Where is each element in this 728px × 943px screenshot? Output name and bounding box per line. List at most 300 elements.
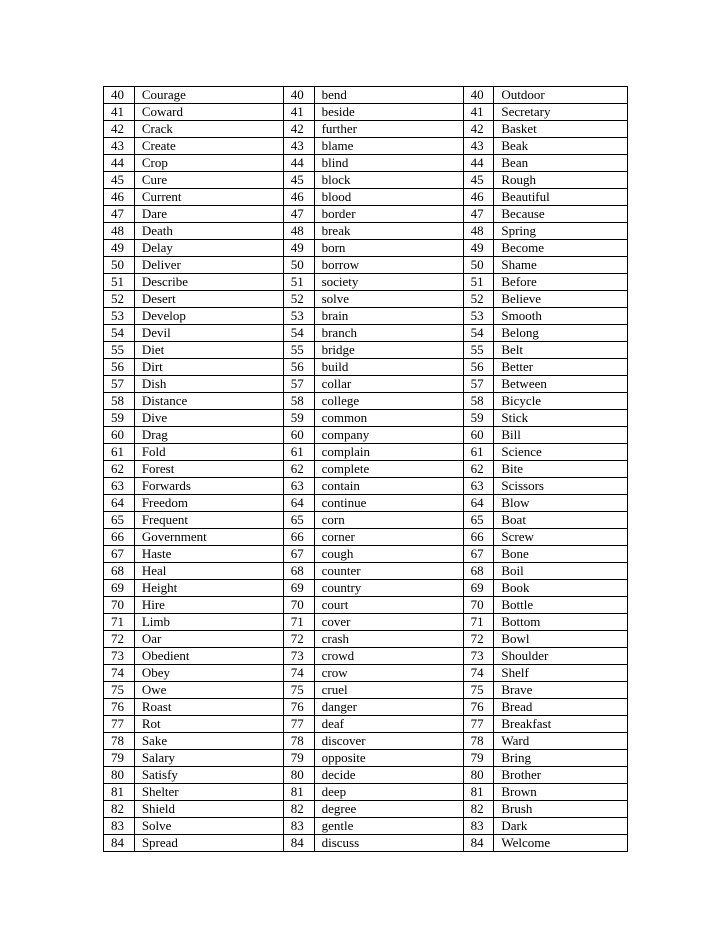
word-cell: college [314, 393, 463, 410]
word-cell: bridge [314, 342, 463, 359]
table-row [104, 138, 628, 155]
word-cell: Brave [494, 682, 628, 699]
word-cell: court [314, 597, 463, 614]
table-row [104, 291, 628, 308]
number-cell: 77 [283, 716, 314, 733]
word-cell: Bicycle [494, 393, 628, 410]
number-cell: 79 [463, 750, 494, 767]
number-cell: 52 [104, 291, 135, 308]
word-cell: branch [314, 325, 463, 342]
number-cell: 82 [283, 801, 314, 818]
number-cell: 55 [463, 342, 494, 359]
word-cell: Smooth [494, 308, 628, 325]
word-cell: Shield [134, 801, 283, 818]
word-cell: Screw [494, 529, 628, 546]
word-cell: Spring [494, 223, 628, 240]
word-cell: Satisfy [134, 767, 283, 784]
number-cell: 67 [283, 546, 314, 563]
word-cell: Rough [494, 172, 628, 189]
number-cell: 65 [463, 512, 494, 529]
word-cell: complete [314, 461, 463, 478]
word-cell: Welcome [494, 835, 628, 852]
table-row [104, 427, 628, 444]
word-cell: Desert [134, 291, 283, 308]
table-row [104, 478, 628, 495]
word-cell: deaf [314, 716, 463, 733]
number-cell: 68 [283, 563, 314, 580]
number-cell: 61 [283, 444, 314, 461]
word-cell: Better [494, 359, 628, 376]
word-cell: decide [314, 767, 463, 784]
number-cell: 41 [283, 104, 314, 121]
number-cell: 47 [463, 206, 494, 223]
word-cell: beside [314, 104, 463, 121]
number-cell: 47 [283, 206, 314, 223]
word-cell: Shelter [134, 784, 283, 801]
word-cell: Develop [134, 308, 283, 325]
word-cell: Oar [134, 631, 283, 648]
number-cell: 84 [283, 835, 314, 852]
word-cell: Government [134, 529, 283, 546]
number-cell: 70 [463, 597, 494, 614]
table-row [104, 631, 628, 648]
table-row [104, 682, 628, 699]
word-cell: border [314, 206, 463, 223]
number-cell: 63 [463, 478, 494, 495]
word-cell: Ward [494, 733, 628, 750]
number-cell: 79 [283, 750, 314, 767]
word-cell: Frequent [134, 512, 283, 529]
number-cell: 40 [283, 87, 314, 104]
table-row [104, 274, 628, 291]
word-cell: Fold [134, 444, 283, 461]
table-row [104, 206, 628, 223]
word-cell: Dirt [134, 359, 283, 376]
number-cell: 83 [104, 818, 135, 835]
word-cell: Bean [494, 155, 628, 172]
number-cell: 73 [463, 648, 494, 665]
table-row [104, 359, 628, 376]
word-cell: Beautiful [494, 189, 628, 206]
number-cell: 49 [463, 240, 494, 257]
number-cell: 64 [283, 495, 314, 512]
word-cell: Scissors [494, 478, 628, 495]
word-cell: discuss [314, 835, 463, 852]
number-cell: 51 [104, 274, 135, 291]
word-cell: Cure [134, 172, 283, 189]
word-cell: Diet [134, 342, 283, 359]
word-cell: block [314, 172, 463, 189]
word-cell: Outdoor [494, 87, 628, 104]
number-cell: 60 [104, 427, 135, 444]
number-cell: 55 [104, 342, 135, 359]
table-row [104, 665, 628, 682]
number-cell: 69 [104, 580, 135, 597]
table-row [104, 376, 628, 393]
number-cell: 57 [283, 376, 314, 393]
word-cell: Bread [494, 699, 628, 716]
word-cell: Before [494, 274, 628, 291]
word-cell: crow [314, 665, 463, 682]
number-cell: 58 [104, 393, 135, 410]
word-cell: cover [314, 614, 463, 631]
number-cell: 42 [104, 121, 135, 138]
word-cell: Rot [134, 716, 283, 733]
word-cell: Bill [494, 427, 628, 444]
number-cell: 51 [463, 274, 494, 291]
number-cell: 49 [283, 240, 314, 257]
word-cell: cough [314, 546, 463, 563]
word-cell: collar [314, 376, 463, 393]
number-cell: 53 [283, 308, 314, 325]
number-cell: 43 [104, 138, 135, 155]
table-row [104, 342, 628, 359]
word-cell: Courage [134, 87, 283, 104]
number-cell: 74 [283, 665, 314, 682]
word-cell: Bottle [494, 597, 628, 614]
word-cell: Create [134, 138, 283, 155]
table-row [104, 495, 628, 512]
word-cell: Forwards [134, 478, 283, 495]
word-cell: Crop [134, 155, 283, 172]
number-cell: 83 [283, 818, 314, 835]
word-cell: Stick [494, 410, 628, 427]
word-cell: Science [494, 444, 628, 461]
table-row [104, 308, 628, 325]
table-row [104, 801, 628, 818]
number-cell: 66 [283, 529, 314, 546]
word-cell: Current [134, 189, 283, 206]
number-cell: 66 [104, 529, 135, 546]
number-cell: 77 [463, 716, 494, 733]
table-row [104, 529, 628, 546]
word-cell: counter [314, 563, 463, 580]
number-cell: 45 [463, 172, 494, 189]
table-row [104, 767, 628, 784]
number-cell: 71 [283, 614, 314, 631]
number-cell: 74 [463, 665, 494, 682]
word-cell: corner [314, 529, 463, 546]
word-cell: company [314, 427, 463, 444]
word-cell: Shoulder [494, 648, 628, 665]
word-cell: Brown [494, 784, 628, 801]
number-cell: 74 [104, 665, 135, 682]
word-cell: Bring [494, 750, 628, 767]
table-row [104, 121, 628, 138]
number-cell: 55 [283, 342, 314, 359]
word-cell: Salary [134, 750, 283, 767]
table-row [104, 733, 628, 750]
word-list-table [103, 86, 628, 852]
table-row [104, 410, 628, 427]
number-cell: 50 [463, 257, 494, 274]
word-cell: crowd [314, 648, 463, 665]
word-cell: Blow [494, 495, 628, 512]
number-cell: 61 [104, 444, 135, 461]
word-cell: Dish [134, 376, 283, 393]
word-cell: Shame [494, 257, 628, 274]
table-row [104, 257, 628, 274]
word-cell: Become [494, 240, 628, 257]
number-cell: 61 [463, 444, 494, 461]
number-cell: 80 [283, 767, 314, 784]
number-cell: 71 [104, 614, 135, 631]
word-cell: Sake [134, 733, 283, 750]
number-cell: 46 [283, 189, 314, 206]
word-cell: Heal [134, 563, 283, 580]
number-cell: 75 [463, 682, 494, 699]
word-cell: Bone [494, 546, 628, 563]
number-cell: 67 [104, 546, 135, 563]
number-cell: 73 [104, 648, 135, 665]
number-cell: 78 [283, 733, 314, 750]
table-row [104, 597, 628, 614]
number-cell: 70 [283, 597, 314, 614]
number-cell: 68 [104, 563, 135, 580]
table-row [104, 648, 628, 665]
table-row [104, 580, 628, 597]
word-cell: Solve [134, 818, 283, 835]
table-row [104, 461, 628, 478]
word-cell: Dark [494, 818, 628, 835]
word-cell: Belt [494, 342, 628, 359]
word-cell: Deliver [134, 257, 283, 274]
table-row [104, 563, 628, 580]
word-cell: Devil [134, 325, 283, 342]
word-cell: Haste [134, 546, 283, 563]
word-cell: solve [314, 291, 463, 308]
number-cell: 54 [463, 325, 494, 342]
word-cell: complain [314, 444, 463, 461]
word-cell: Brother [494, 767, 628, 784]
word-cell: Height [134, 580, 283, 597]
number-cell: 62 [283, 461, 314, 478]
word-list-body [104, 87, 628, 852]
word-cell: Secretary [494, 104, 628, 121]
number-cell: 83 [463, 818, 494, 835]
word-cell: corn [314, 512, 463, 529]
word-cell: borrow [314, 257, 463, 274]
number-cell: 76 [283, 699, 314, 716]
word-cell: Describe [134, 274, 283, 291]
number-cell: 79 [104, 750, 135, 767]
word-cell: Dive [134, 410, 283, 427]
number-cell: 52 [283, 291, 314, 308]
number-cell: 44 [283, 155, 314, 172]
number-cell: 51 [283, 274, 314, 291]
word-cell: blame [314, 138, 463, 155]
table-row [104, 240, 628, 257]
word-cell: Breakfast [494, 716, 628, 733]
word-cell: Bite [494, 461, 628, 478]
word-cell: deep [314, 784, 463, 801]
table-row [104, 835, 628, 852]
table-row [104, 444, 628, 461]
word-cell: Freedom [134, 495, 283, 512]
word-cell: brain [314, 308, 463, 325]
word-cell: blood [314, 189, 463, 206]
number-cell: 73 [283, 648, 314, 665]
number-cell: 76 [463, 699, 494, 716]
word-cell: Boat [494, 512, 628, 529]
number-cell: 84 [463, 835, 494, 852]
number-cell: 58 [283, 393, 314, 410]
table-row [104, 716, 628, 733]
table-row [104, 223, 628, 240]
word-cell: society [314, 274, 463, 291]
number-cell: 59 [104, 410, 135, 427]
number-cell: 81 [104, 784, 135, 801]
number-cell: 78 [104, 733, 135, 750]
word-cell: Beak [494, 138, 628, 155]
number-cell: 49 [104, 240, 135, 257]
table-row [104, 546, 628, 563]
number-cell: 72 [104, 631, 135, 648]
word-cell: Brush [494, 801, 628, 818]
table-row [104, 155, 628, 172]
word-cell: Obey [134, 665, 283, 682]
table-row [104, 172, 628, 189]
number-cell: 54 [104, 325, 135, 342]
word-cell: Bowl [494, 631, 628, 648]
word-cell: Owe [134, 682, 283, 699]
word-cell: Because [494, 206, 628, 223]
word-cell: Dare [134, 206, 283, 223]
number-cell: 66 [463, 529, 494, 546]
number-cell: 65 [283, 512, 314, 529]
table-row [104, 512, 628, 529]
number-cell: 84 [104, 835, 135, 852]
number-cell: 45 [104, 172, 135, 189]
number-cell: 59 [463, 410, 494, 427]
table-row [104, 818, 628, 835]
word-cell: Shelf [494, 665, 628, 682]
number-cell: 41 [463, 104, 494, 121]
number-cell: 47 [104, 206, 135, 223]
word-cell: Bottom [494, 614, 628, 631]
table-row [104, 104, 628, 121]
number-cell: 43 [283, 138, 314, 155]
number-cell: 46 [463, 189, 494, 206]
number-cell: 40 [463, 87, 494, 104]
number-cell: 72 [463, 631, 494, 648]
word-cell: build [314, 359, 463, 376]
number-cell: 77 [104, 716, 135, 733]
number-cell: 60 [283, 427, 314, 444]
word-cell: Belong [494, 325, 628, 342]
number-cell: 68 [463, 563, 494, 580]
word-cell: Forest [134, 461, 283, 478]
number-cell: 56 [463, 359, 494, 376]
table-row [104, 87, 628, 104]
word-cell: Crack [134, 121, 283, 138]
number-cell: 62 [463, 461, 494, 478]
table-row [104, 614, 628, 631]
word-cell: opposite [314, 750, 463, 767]
word-cell: Coward [134, 104, 283, 121]
number-cell: 80 [463, 767, 494, 784]
word-cell: bend [314, 87, 463, 104]
number-cell: 62 [104, 461, 135, 478]
word-cell: Book [494, 580, 628, 597]
word-cell: crash [314, 631, 463, 648]
number-cell: 48 [283, 223, 314, 240]
word-cell: continue [314, 495, 463, 512]
number-cell: 42 [283, 121, 314, 138]
word-cell: Basket [494, 121, 628, 138]
number-cell: 44 [104, 155, 135, 172]
number-cell: 81 [463, 784, 494, 801]
number-cell: 82 [463, 801, 494, 818]
table-row [104, 784, 628, 801]
word-cell: break [314, 223, 463, 240]
number-cell: 75 [104, 682, 135, 699]
number-cell: 59 [283, 410, 314, 427]
number-cell: 41 [104, 104, 135, 121]
word-cell: Distance [134, 393, 283, 410]
number-cell: 40 [104, 87, 135, 104]
number-cell: 45 [283, 172, 314, 189]
word-cell: Believe [494, 291, 628, 308]
word-cell: Spread [134, 835, 283, 852]
number-cell: 54 [283, 325, 314, 342]
number-cell: 46 [104, 189, 135, 206]
word-cell: Hire [134, 597, 283, 614]
number-cell: 44 [463, 155, 494, 172]
number-cell: 65 [104, 512, 135, 529]
word-cell: Boil [494, 563, 628, 580]
number-cell: 67 [463, 546, 494, 563]
word-cell: born [314, 240, 463, 257]
number-cell: 78 [463, 733, 494, 750]
word-cell: contain [314, 478, 463, 495]
number-cell: 82 [104, 801, 135, 818]
word-cell: Roast [134, 699, 283, 716]
table-row [104, 325, 628, 342]
number-cell: 71 [463, 614, 494, 631]
word-cell: country [314, 580, 463, 597]
number-cell: 69 [463, 580, 494, 597]
word-cell: danger [314, 699, 463, 716]
word-cell: Limb [134, 614, 283, 631]
word-cell: Obedient [134, 648, 283, 665]
number-cell: 57 [104, 376, 135, 393]
number-cell: 42 [463, 121, 494, 138]
word-cell: cruel [314, 682, 463, 699]
number-cell: 52 [463, 291, 494, 308]
word-cell: degree [314, 801, 463, 818]
number-cell: 76 [104, 699, 135, 716]
number-cell: 43 [463, 138, 494, 155]
number-cell: 63 [283, 478, 314, 495]
word-cell: discover [314, 733, 463, 750]
number-cell: 70 [104, 597, 135, 614]
number-cell: 64 [104, 495, 135, 512]
number-cell: 60 [463, 427, 494, 444]
table-row [104, 750, 628, 767]
number-cell: 48 [463, 223, 494, 240]
number-cell: 56 [104, 359, 135, 376]
number-cell: 64 [463, 495, 494, 512]
number-cell: 56 [283, 359, 314, 376]
word-cell: blind [314, 155, 463, 172]
table-row [104, 699, 628, 716]
word-cell: Between [494, 376, 628, 393]
number-cell: 53 [463, 308, 494, 325]
table-row [104, 393, 628, 410]
number-cell: 58 [463, 393, 494, 410]
number-cell: 81 [283, 784, 314, 801]
